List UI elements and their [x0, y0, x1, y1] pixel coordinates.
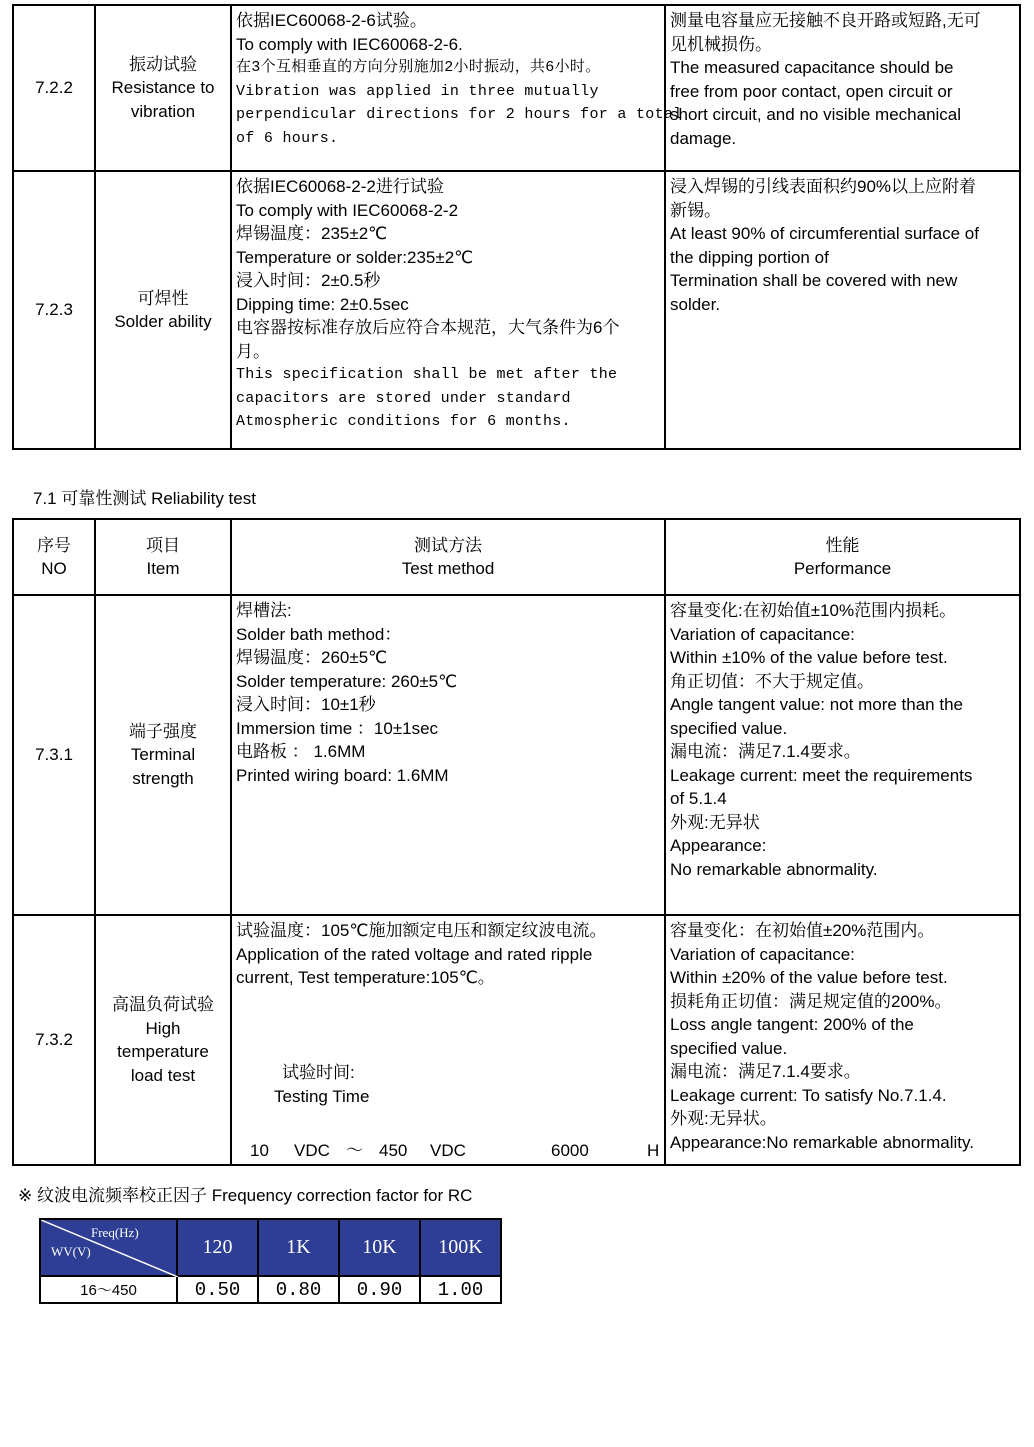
- item-line: Terminal: [130, 745, 196, 765]
- performance-line: 容量变化:在初始值±10%范围内损耗。: [670, 601, 957, 620]
- header-line: NO: [41, 559, 67, 578]
- performance-line: Within ±10% of the value before test.: [670, 648, 948, 667]
- item-line: 端子强度: [129, 721, 197, 741]
- method-line: Immersion time ：10±1sec: [236, 718, 439, 738]
- voltage-tilde: ～: [346, 1141, 363, 1160]
- performance-line: 损耗角正切值：满足规定值的200%。: [670, 991, 952, 1011]
- header-performance: [665, 519, 1020, 595]
- performance-line: Termination shall be covered with new: [670, 271, 958, 290]
- performance-line: damage.: [670, 128, 737, 148]
- wv-range: 16～450: [40, 1276, 177, 1303]
- item-line: 可焊性: [137, 288, 189, 308]
- performance-line: of 5.1.4: [670, 789, 727, 808]
- performance-line: 漏电流：满足7.1.4要求。: [670, 742, 861, 761]
- voltage-range-row: [250, 1139, 664, 1163]
- header-line: Item: [146, 559, 180, 578]
- item-line: vibration: [130, 101, 196, 121]
- table-row: [13, 595, 1020, 915]
- testing-time-en: Testing Time: [274, 1086, 370, 1106]
- test-method: [231, 915, 665, 1165]
- factor-value: 1.00: [420, 1276, 501, 1303]
- table-header-row: [13, 519, 1020, 595]
- performance-line: Loss angle tangent: 200% of the: [670, 1015, 914, 1034]
- performance-line: 外观:无异状。: [670, 1109, 777, 1128]
- item-line: 振动试验: [129, 54, 197, 74]
- method-content: [236, 919, 661, 1163]
- test-hours-unit: H: [647, 1141, 660, 1160]
- performance-line: Leakage current: To satisfy No.7.1.4.: [670, 1085, 947, 1105]
- header-line: 性能: [825, 535, 860, 555]
- row-number: 7.2.3: [13, 171, 95, 449]
- voltage-low: 10: [250, 1141, 269, 1160]
- header-line: Test method: [401, 559, 495, 578]
- performance-line: short circuit, and no visible mechanical: [670, 105, 962, 124]
- header-line: 测试方法: [414, 535, 482, 555]
- method-line: 焊槽法:: [236, 601, 292, 620]
- method-line: 月。: [236, 341, 270, 361]
- test-method: [231, 5, 683, 171]
- freq-header: 1K: [258, 1219, 339, 1276]
- header-no: [13, 519, 95, 595]
- row-number: 7.2.2: [13, 5, 95, 171]
- testing-time-cn: 试验时间:: [282, 1063, 355, 1082]
- factor-value: 0.90: [339, 1276, 420, 1303]
- performance-line: 容量变化：在初始值±20%范围内。: [670, 921, 935, 940]
- method-line: 电路板 ： 1.6MM: [236, 742, 366, 761]
- method-line: 浸入时间：2±0.5秒: [236, 271, 381, 290]
- method-line: Solder bath method：: [236, 624, 402, 644]
- method-line: 依据IEC60068-2-2进行试验: [236, 177, 444, 196]
- item-line: 高温负荷试验: [112, 995, 214, 1014]
- table-row: [13, 915, 1020, 1165]
- method-line: 依据IEC60068-2-6试验。: [236, 11, 427, 30]
- method-line: 焊锡温度：260±5℃: [236, 648, 388, 667]
- freq-value-row: [40, 1276, 501, 1303]
- performance-line: 见机械损伤。: [670, 34, 772, 54]
- row-number: 7.3.2: [13, 915, 95, 1165]
- performance-line: free from poor contact, open circuit or: [670, 81, 953, 101]
- performance: [665, 5, 1020, 171]
- freq-header: 100K: [420, 1219, 501, 1276]
- performance-line: the dipping portion of: [670, 247, 829, 267]
- performance-line: specified value.: [670, 1038, 788, 1058]
- frequency-correction-table: [39, 1218, 502, 1304]
- table-row: [13, 171, 1020, 449]
- row-number: 7.3.1: [13, 595, 95, 915]
- item-name: [95, 915, 231, 1165]
- header-method: [231, 519, 665, 595]
- performance: [665, 595, 1020, 915]
- performance-line: The measured capacitance should be: [670, 58, 954, 77]
- performance-line: 角正切值：不大于规定值。: [670, 671, 874, 691]
- performance-line: Within ±20% of the value before test.: [670, 968, 948, 987]
- item-line: temperature: [117, 1042, 209, 1061]
- method-line: 浸入时间：10±1秒: [236, 695, 376, 714]
- test-hours: 6000: [551, 1141, 589, 1160]
- performance-line: 测量电容量应无接触不良开路或短路,无可: [670, 11, 981, 30]
- performance-line: Variation of capacitance:: [670, 624, 855, 644]
- performance-line: Appearance:: [670, 836, 767, 855]
- method-line: perpendicular directions for 2 hours for a total: [236, 106, 683, 123]
- section-title: 7.1 可靠性测试 Reliability test: [33, 489, 256, 508]
- performance-line: Appearance:No remarkable abnormality.: [670, 1132, 974, 1152]
- performance-line: 漏电流：满足7.1.4要求。: [670, 1062, 861, 1081]
- factor-value: 0.80: [258, 1276, 339, 1303]
- test-method: [231, 595, 665, 915]
- performance-line: Leakage current: meet the requirements: [670, 765, 973, 785]
- performance: [665, 171, 1020, 449]
- method-line: 试验温度：105℃施加额定电压和额定纹波电流。: [236, 921, 607, 940]
- performance-line: No remarkable abnormality.: [670, 859, 878, 879]
- performance-line: Angle tangent value: not more than the: [670, 695, 963, 714]
- header-line: Performance: [793, 559, 892, 578]
- testing-time-label: [274, 1061, 369, 1108]
- method-line: current, Test temperature:105℃。: [236, 968, 495, 987]
- item-line: load test: [130, 1065, 196, 1085]
- header-line: 项目: [146, 535, 180, 555]
- factor-value: 0.50: [177, 1276, 258, 1303]
- method-line: Dipping time: 2±0.5sec: [236, 294, 409, 314]
- method-line: To comply with IEC60068-2-2: [236, 200, 459, 220]
- item-line: Solder ability: [114, 312, 212, 331]
- header-item: [95, 519, 231, 595]
- method-line: 电容器按标准存放后应符合本规范，大气条件为6个: [236, 318, 620, 337]
- method-line: capacitors are stored under standard: [236, 389, 571, 407]
- freq-header-row: [40, 1219, 501, 1276]
- performance-line: 外观:无异状: [670, 812, 760, 832]
- performance-line: specified value.: [670, 718, 788, 738]
- performance-line: 新锡。: [670, 200, 721, 220]
- voltage-high: 450: [379, 1141, 408, 1160]
- method-line: To comply with IEC60068-2-6.: [236, 34, 463, 54]
- method-line: Printed wiring board: 1.6MM: [236, 765, 449, 785]
- table-row: [13, 5, 1020, 171]
- method-line: 在3个互相垂直的方向分别施加2小时振动，共6小时。: [236, 59, 601, 76]
- freq-header: 120: [177, 1219, 258, 1276]
- method-line: This specification shall be met after the: [236, 366, 618, 383]
- header-line: 序号: [37, 535, 71, 555]
- method-line: Application of the rated voltage and rated ripple: [236, 944, 593, 964]
- wv-axis-label: WV(V): [51, 1244, 91, 1259]
- performance-line: Variation of capacitance:: [670, 944, 855, 964]
- item-name: [95, 171, 231, 449]
- item-name: [95, 595, 231, 915]
- voltage-low-unit: VDC: [294, 1141, 330, 1160]
- performance-line: At least 90% of circumferential surface of: [670, 224, 979, 243]
- item-line: Resistance to: [111, 78, 215, 98]
- freq-axis-label: Freq(Hz): [91, 1225, 139, 1240]
- method-line: 焊锡温度：235±2℃: [236, 224, 388, 243]
- method-line: Vibration was applied in three mutually: [236, 82, 599, 100]
- item-line: High: [145, 1018, 181, 1038]
- test-method: [231, 171, 665, 449]
- reliability-table: [12, 518, 1021, 1166]
- method-line: Atmospheric conditions for 6 months.: [236, 413, 571, 430]
- freq-header: 10K: [339, 1219, 420, 1276]
- performance-line: solder.: [670, 294, 721, 314]
- corner-cell: [40, 1219, 177, 1276]
- method-line: Solder temperature: 260±5℃: [236, 671, 458, 691]
- method-line: Temperature or solder:235±2℃: [236, 247, 474, 267]
- performance: [665, 915, 1020, 1165]
- correction-factor-note: ※ 纹波电流频率校正因子 Frequency correction factor for RC: [18, 1186, 473, 1205]
- voltage-high-unit: VDC: [430, 1141, 466, 1160]
- vibration-solder-table: [12, 4, 1021, 450]
- performance-line: 浸入焊锡的引线表面积约90%以上应附着: [670, 177, 977, 196]
- item-line: strength: [132, 768, 194, 788]
- item-name: [95, 5, 231, 171]
- method-line: of 6 hours.: [236, 129, 339, 147]
